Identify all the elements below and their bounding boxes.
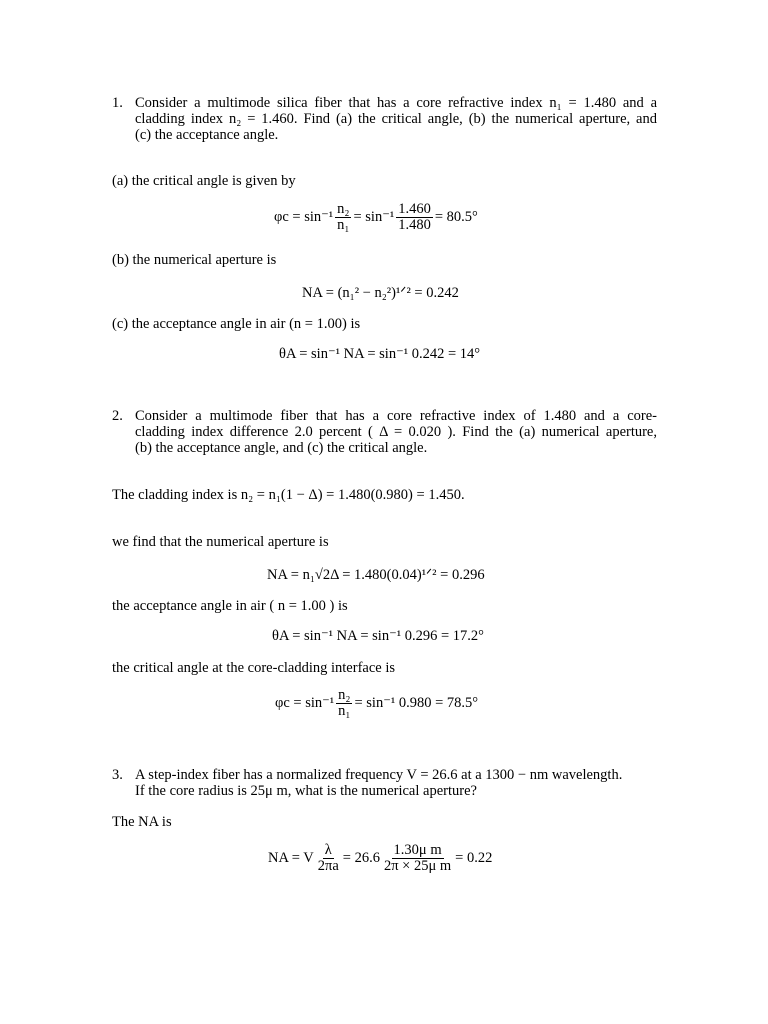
numerator: 1.30μ m: [393, 842, 442, 858]
problem-2-na-equation: NA = n₁√2Δ = 1.480(0.04)¹ᐟ² = 0.296: [267, 567, 485, 583]
problem-3-line-2: If the core radius is 25μ m, what is the numerical aperture?: [135, 783, 477, 799]
problem-2-line-2: cladding index difference 2.0 percent ( Δ = 0.020 ). Find the (a) numerical aperture,: [135, 424, 657, 440]
problem-1-a-equation: [274, 202, 478, 233]
numerator: n₂: [338, 687, 351, 703]
denominator: n₁: [338, 703, 351, 719]
numerator: n₂: [337, 201, 350, 217]
problem-2-statement: [135, 408, 657, 456]
problem-2-critical-intro: the critical angle at the core-cladding interface is: [112, 660, 396, 676]
problem-1-line-3: (c) the acceptance angle.: [135, 127, 279, 143]
denominator: 2πa: [317, 858, 339, 874]
denominator: n₁: [337, 217, 350, 233]
problem-3-number: 3.: [112, 767, 123, 783]
eq-mid: = 26.6: [342, 850, 380, 866]
problem-2-na-intro: we find that the numerical aperture is: [112, 534, 329, 550]
denominator: 1.480: [398, 217, 431, 233]
numerator: 1.460: [398, 201, 431, 217]
problem-1-b-equation: NA = (n₁² − n₂²)¹ᐟ² = 0.242: [302, 285, 459, 301]
eq-result: = 80.5°: [434, 209, 478, 225]
problem-2-line-3: (b) the acceptance angle, and (c) the critical angle.: [135, 440, 428, 456]
problem-3-statement: [135, 767, 657, 799]
eq-result: = 0.22: [455, 850, 493, 866]
fraction-n2-n1: [336, 688, 352, 719]
problem-1-line-1: Consider a multimode silica fiber that has a core refractive index n₁ = 1.480 and a: [135, 95, 657, 111]
problem-2-cladding-line: The cladding index is n₂ = n₁(1 − Δ) = 1.480(0.980) = 1.450.: [112, 487, 465, 503]
fraction-values: [382, 843, 453, 874]
fraction-lambda: [316, 843, 341, 874]
problem-2-number: 2.: [112, 408, 123, 424]
eq-mid: = sin⁻¹: [353, 209, 395, 225]
problem-2-critical-equation: [275, 688, 478, 719]
problem-3-line-1: A step-index fiber has a normalized frequency V = 26.6 at a 1300 − nm wavelength.: [135, 767, 623, 783]
problem-1-number: 1.: [112, 95, 123, 111]
denominator: 2π × 25μ m: [383, 858, 452, 874]
problem-1-statement: [135, 95, 657, 143]
fraction-values: [396, 202, 433, 233]
eq-rest: = sin⁻¹ 0.980 = 78.5°: [354, 695, 479, 711]
problem-1-line-2: cladding index n₂ = 1.460. Find (a) the critical angle, (b) the numerical aperture, and: [135, 111, 657, 127]
fraction-n2-n1: [335, 202, 351, 233]
problem-1-c-intro: (c) the acceptance angle in air (n = 1.00) is: [112, 316, 361, 332]
eq-lhs: NA = V: [268, 850, 314, 866]
problem-1-a-intro: (a) the critical angle is given by: [112, 173, 296, 189]
problem-3-intro: The NA is: [112, 814, 172, 830]
eq-lhs: φc = sin⁻¹: [274, 209, 334, 225]
problem-1-b-intro: (b) the numerical aperture is: [112, 252, 277, 268]
problem-1-c-equation: θA = sin⁻¹ NA = sin⁻¹ 0.242 = 14°: [279, 346, 481, 362]
numerator: λ: [324, 842, 332, 858]
problem-3-equation: [268, 843, 492, 874]
eq-lhs: φc = sin⁻¹: [275, 695, 335, 711]
problem-2-line-1: Consider a multimode fiber that has a core refractive index of 1.480 and a core-: [135, 408, 657, 424]
problem-2-acceptance-equation: θA = sin⁻¹ NA = sin⁻¹ 0.296 = 17.2°: [272, 628, 484, 644]
problem-2-acceptance-intro: the acceptance angle in air ( n = 1.00 ) is: [112, 598, 348, 614]
